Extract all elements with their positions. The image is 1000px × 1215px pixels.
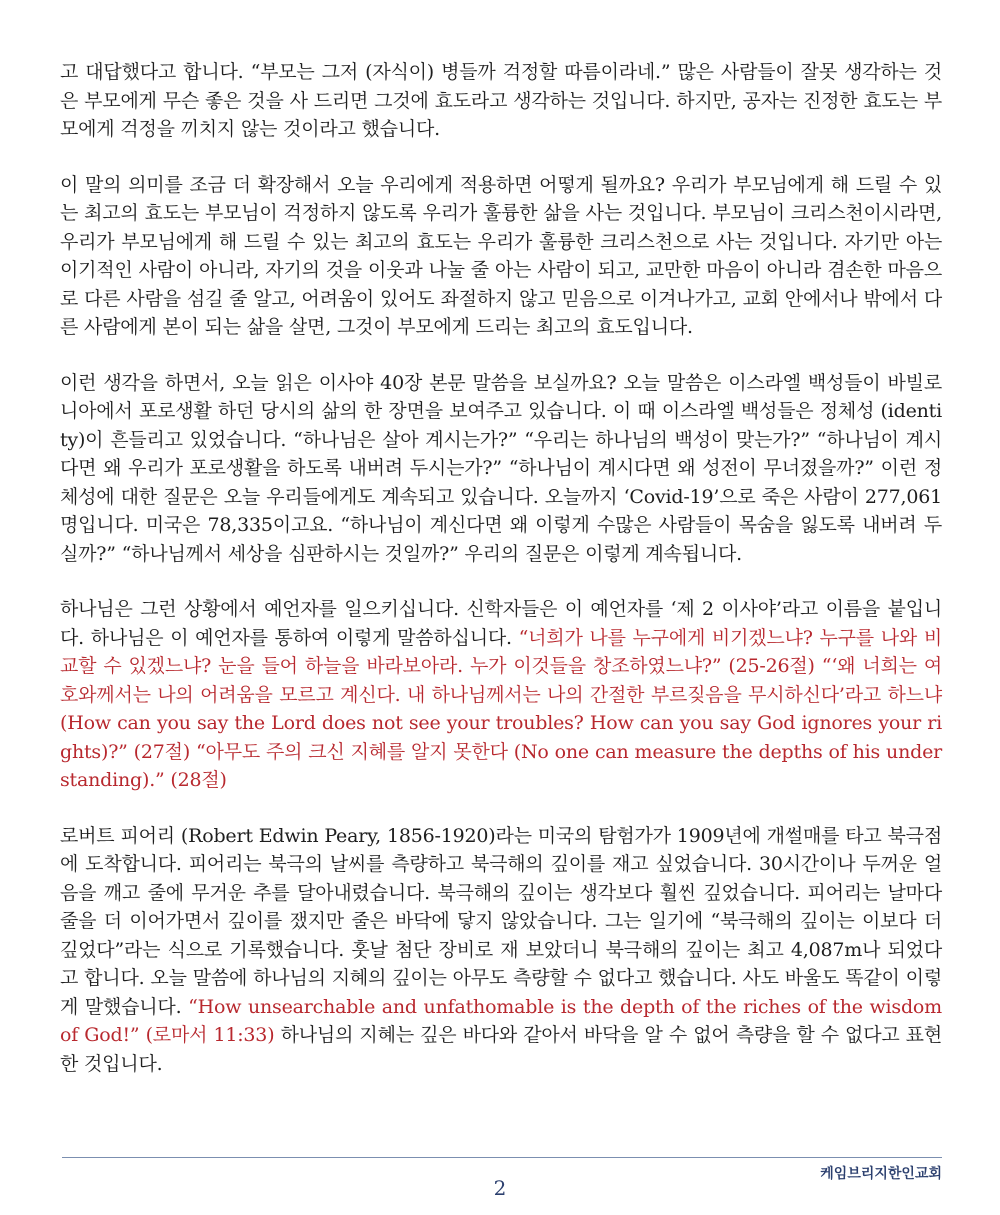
paragraph-text: 이 말의 의미를 조금 더 확장해서 오늘 우리에게 적용하면 어떻게 될까요? 우리가 부모님에게 해 드릴 수 있는 최고의 효도는 부모님이 걱정하지 않도록 우리가 훌륭한 삶을 사는 것입니다. 부모님이 크리스천이시라면, 우리가 부모님에게 해 드릴 수 있는 최고의 효도는 우리가 훌륭한 크리스천으로 사는 것입니다. 자기만 아는 이기적인 사람이 아니라, 자기의 것을 이웃과 나눌 줄 아는 사람이 되고, 교만한 마음이 아니라 겸손한 마음으로 다른 사람을 섬길 줄 알고, 어려움이 있어도 좌절하지 않고 믿음으로 이겨나가고, 교회 안에서나 밖에서 다른 사람에게 본이 되는 삶을 살면, 그것이 부모에게 드리는 최고의 효도입니다. xyxy=(60,173,942,338)
paragraph-text: 하나님은 그런 상황에서 예언자를 일으키십니다. 신학자들은 이 예언자를 ‘제 2 이사야’라고 이름을 붙입니다. 하나님은 이 예언자를 통하여 이렇게 말씀하십니다. xyxy=(60,598,942,649)
sermon-body xyxy=(60,58,942,1105)
paragraph-text: 고 대답했다고 합니다. “부모는 그저 (자식이) 병들까 걱정할 따름이라네.” 많은 사람들이 잘못 생각하는 것은 부모에게 무슨 좋은 것을 사 드리면 그것에 효도라고 생각하는 것입니다. 하지만, 공자는 진정한 효도는 부모에게 걱정을 끼치지 않는 것이라고 했습니다. xyxy=(60,61,942,140)
paragraph-5 xyxy=(60,822,942,1079)
paragraph-4 xyxy=(60,595,942,795)
paragraph-text: 로버트 피어리 (Robert Edwin Peary, 1856-1920)라는 미국의 탐험가가 1909년에 개썰매를 타고 북극점에 도착합니다. 피어리는 북극의 날씨를 측량하고 북극해의 깊이를 재고 싶었습니다. 30시간이나 두꺼운 얼음을 깨고 줄에 무거운 추를 달아내렸습니다. 북극해의 깊이는 생각보다 훨씬 깊었습니다. 피어리는 날마다 줄을 더 이어가면서 깊이를 쟀지만 줄은 바닥에 닿지 않았습니다. 그는 일기에 “북극해의 깊이는 이보다 더 깊었다”라는 식으로 기록했습니다. 훗날 첨단 장비로 재 보았더니 북극해의 깊이는 최고 4,087m나 되었다고 합니다. 오늘 말씀에 하나님의 지혜의 깊이는 아무도 측량할 수 없다고 했습니다. 사도 바울도 똑같이 이렇게 말했습니다. xyxy=(60,824,942,1018)
paragraph-text: 이런 생각을 하면서, 오늘 읽은 이사야 40장 본문 말씀을 보실까요? 오늘 말씀은 이스라엘 백성들이 바빌로니아에서 포로생활 하던 당시의 삶의 한 장면을 보여주고 있습니다. 이 때 이스라엘 백성들은 정체성 (identity)이 흔들리고 있었습니다. “하나님은 살아 계시는가?” “우리는 하나님의 백성이 맞는가?” “하나님이 계시다면 왜 우리가 포로생활을 하도록 내버려 두시는가?” “하나님이 계시다면 왜 성전이 무너졌을까?” 이런 정체성에 대한 질문은 오늘 우리들에게도 계속되고 있습니다. 오늘까지 ‘Covid-19’으로 죽은 사람이 277,061명입니다. 미국은 78,335이고요. “하나님이 계신다면 왜 이렇게 수많은 사람들이 목숨을 잃도록 내버려 두실까?” “하나님께서 세상을 심판하시는 것일까?” 우리의 질문은 이렇게 계속됩니다. xyxy=(60,371,942,565)
paragraph-3 xyxy=(60,369,942,569)
paragraph-2 xyxy=(60,171,942,342)
scripture-quote: “How unsearchable and unfathomable is the depth of the riches of the wisdom of God!” (로마서 11:33) xyxy=(60,995,942,1046)
scripture-quote: “너희가 나를 누구에게 비기겠느냐? 누구를 나와 비교할 수 있겠느냐? 눈을 들어 하늘을 바라보아라. 누가 이것들을 창조하였느냐?” (25-26절) “‘왜 너희는 여호와께서는 나의 어려움을 모르고 계신다. 내 하나님께서는 나의 간절한 부르짖음을 무시하신다’라고 하느냐 (How can you say the Lord does not see your troubles? How can you say God ignores your rights)?” (27절) “아무도 주의 크신 지혜를 알지 못한다 (No one can measure the depths of his understanding).” (28절) xyxy=(60,626,942,791)
footer-divider xyxy=(62,1157,942,1158)
paragraph-text: 하나님의 지혜는 깊은 바다와 같아서 바닥을 알 수 없어 측량을 할 수 없다고 표현한 것입니다. xyxy=(60,1024,942,1075)
page-number: 2 xyxy=(493,1176,507,1200)
paragraph-1 xyxy=(60,58,942,144)
church-name: 케임브리지한인교회 xyxy=(820,1166,942,1182)
